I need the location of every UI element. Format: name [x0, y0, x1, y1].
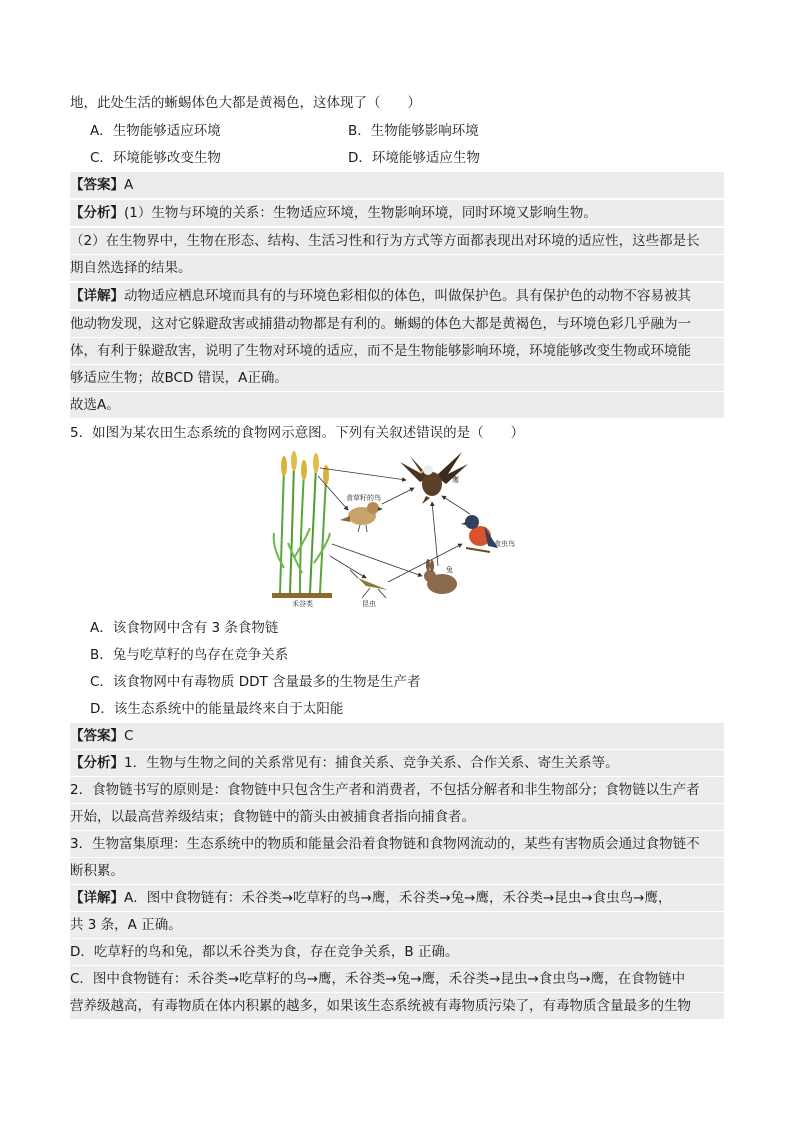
answer-value: C: [124, 728, 134, 744]
q4-analysis-line-3: 期自然选择的结果。: [70, 255, 724, 281]
grain-plant-illustration: [272, 451, 332, 598]
analysis-text: (1）生物与环境的关系：生物适应环境，生物影响环境，同时环境又影响生物。: [124, 205, 597, 221]
q4-analysis-line-2: （2）在生物界中，生物在形态、结构、生活习性和行为方式等方面都表现出对环境的适应性，这些都是长: [70, 228, 724, 254]
label-insect: 昆虫: [362, 600, 376, 608]
label-eagle: 鹰: [452, 476, 459, 484]
q4-detail-line-3: 体，有利于躲避敌害，说明了生物对环境的适应，而不是生物能够影响环境，环境能够改变生物或环境能: [70, 338, 724, 364]
q4-analysis-line-1: [70, 200, 724, 226]
label-grain: 禾谷类: [292, 600, 313, 608]
q5-detail-line-3: D．吃草籽的鸟和兔，都以禾谷类为食，存在竞争关系，B 正确。: [70, 939, 724, 965]
q4-option-c: C．环境能够改变生物: [90, 150, 221, 166]
q4-option-a: A．生物能够适应环境: [90, 123, 221, 139]
q5-detail-line-2: 共 3 条，A 正确。: [70, 912, 724, 938]
q4-stem-tail: 地，此处生活的蜥蜴体色大都是黄褐色，这体现了（ ）: [70, 95, 421, 111]
q4-answer-line: [70, 172, 724, 198]
q5-analysis-line-4: 3．生物富集原理：生态系统中的物质和能量会沿着食物链和食物网流动的，某些有害物质会通过食物链不: [70, 831, 724, 857]
q4-choose-line: 故选A。: [70, 392, 724, 418]
q5-analysis-line-5: 断积累。: [70, 858, 724, 884]
q5-analysis-line-3: 开始，以最高营养级结束；食物链中的箭头由被捕食者指向捕食者。: [70, 804, 724, 830]
label-rabbit: 兔: [446, 566, 453, 574]
answer-value: A: [124, 177, 134, 193]
q5-option-c: C．该食物网中有毒物质 DDT 含量最多的生物是生产者: [90, 674, 421, 690]
label-seed-bird: 食草籽的鸟: [346, 494, 381, 502]
q5-analysis-line-2: 2．食物链书写的原则是：食物链中只包含生产者和消费者，不包括分解者和非生物部分；食物链以生产者: [70, 777, 724, 803]
q4-option-b: B．生物能够影响环境: [348, 123, 479, 139]
q4-detail-line-2: 他动物发现，这对它躲避敌害或捕猎动物都是有利的。蜥蜴的体色大都是黄褐色，与环境色彩几乎融为一: [70, 311, 724, 337]
detail-tag: 【详解】: [70, 288, 124, 304]
food-web-figure: [270, 448, 520, 608]
q4-option-d: D．环境能够适应生物: [348, 150, 480, 166]
q5-answer-line: [70, 723, 724, 749]
rabbit-illustration: [424, 559, 457, 594]
food-web-arrows: [318, 468, 470, 582]
q4-detail-line-4: 够适应生物；故BCD 错误，A正确。: [70, 365, 724, 391]
detail-text: 动物适应栖息环境而具有的与环境色彩相似的体色，叫做保护色。具有保护色的动物不容易被其: [124, 288, 691, 304]
seed-bird-illustration: [340, 502, 383, 532]
analysis-text: 1．生物与生物之间的关系常见有：捕食关系、竞争关系、合作关系、寄生关系等。: [124, 755, 619, 771]
answer-tag: 【答案】: [70, 728, 124, 744]
detail-text: A．图中食物链有：禾谷类→吃草籽的鸟→鹰，禾谷类→兔→鹰，禾谷类→昆虫→食虫鸟→鹰，: [124, 890, 672, 906]
insect-bird-illustration: [461, 515, 498, 552]
answer-tag: 【答案】: [70, 177, 124, 193]
insect-illustration: [350, 570, 388, 598]
q5-detail-line-4: C．图中食物链有：禾谷类→吃草籽的鸟→鹰，禾谷类→兔→鹰，禾谷类→昆虫→食虫鸟→鹰，在食物链中: [70, 966, 724, 992]
q5-stem: 5．如图为某农田生态系统的食物网示意图。下列有关叙述错误的是（ ）: [70, 425, 525, 441]
analysis-tag: 【分析】: [70, 755, 124, 771]
q5-option-a: A．该食物网中含有 3 条食物链: [90, 620, 279, 636]
q5-option-b: B．兔与吃草籽的鸟存在竞争关系: [90, 647, 289, 663]
detail-tag: 【详解】: [70, 890, 124, 906]
q5-analysis-line-1: [70, 750, 724, 776]
q5-detail-line-5: 营养级越高，有毒物质在体内积累的越多，如果该生态系统被有毒物质污染了，有毒物质含量最多的生物: [70, 993, 724, 1019]
q4-detail-line-1: [70, 283, 724, 309]
label-insect-bird: 食虫鸟: [494, 540, 515, 548]
analysis-tag: 【分析】: [70, 205, 124, 221]
q5-detail-line-1: [70, 885, 724, 911]
q5-option-d: D．该生态系统中的能量最终来自于太阳能: [90, 701, 344, 717]
